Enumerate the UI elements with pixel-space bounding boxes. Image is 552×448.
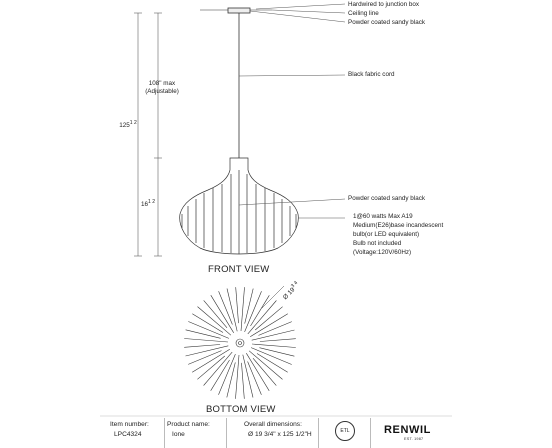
callout-bulb-spec-2: Medium(E26)base incandescent (353, 222, 444, 229)
cord-max-line2: (Adjustable) (145, 87, 179, 95)
rib-line (227, 362, 236, 397)
dimension-lines (134, 13, 162, 256)
callout-junction-box: Hardwired to junction box (348, 1, 420, 8)
callout-bulb-spec-3: bulb(or LED equivalent) (353, 231, 420, 238)
overall-height-whole: 125 (119, 122, 130, 130)
brand-logo: RENWIL (384, 424, 431, 436)
rib-line (249, 351, 282, 380)
rib-line (245, 291, 262, 332)
callout-bulb-spec-5: (Voltage:120V/60Hz) (353, 249, 412, 256)
etl-listed-icon: ETL (335, 421, 355, 441)
rib-line (252, 344, 296, 348)
callout-bulb-spec-4: Bulb not included (353, 240, 402, 247)
rib-line (255, 307, 282, 330)
shade (180, 158, 299, 254)
overall-height-fraction: 1 2 (129, 120, 137, 126)
overall-height-dimension (116, 120, 140, 130)
bottom-view-title: BOTTOM VIEW (206, 404, 276, 415)
overall-dimensions-value: Ø 19 3/4" x 125 1/2"H (248, 431, 312, 438)
leader-lines (239, 4, 345, 218)
rib-line (242, 363, 245, 399)
diameter-fraction: 3 4 (289, 280, 300, 290)
rib-line (236, 355, 240, 399)
rib-line (248, 301, 277, 334)
cord-max-line1: 108" max (148, 80, 176, 87)
rib-line (188, 322, 229, 339)
rib-line (198, 307, 231, 336)
callout-bulb-spec-1: 1@60 watts Max A19 (353, 213, 413, 220)
rib-line (245, 289, 254, 324)
title-block-divider-3 (318, 418, 319, 448)
brand-established: EST. 1987 (404, 437, 424, 441)
rib-line (241, 287, 245, 331)
shade-height-whole: 16 (141, 201, 149, 209)
front-view-title: FRONT VIEW (208, 264, 270, 275)
callout-shade-finish: Powder coated sandy black (348, 195, 426, 202)
item-number-label: Item number: (110, 421, 149, 428)
cord-max-dimension (140, 80, 184, 95)
title-block-divider-4 (370, 418, 371, 448)
title-block-divider-1 (164, 418, 165, 448)
product-name-label: Product name: (167, 421, 210, 428)
rib-line (184, 339, 228, 343)
callout-ceiling-line: Ceiling line (348, 10, 379, 17)
rib-line (259, 348, 294, 357)
rib-line (251, 348, 292, 365)
rib-line (236, 287, 239, 323)
rib-line (260, 339, 296, 342)
shade-height-fraction: 1 2 (148, 199, 155, 205)
callout-canopy-finish: Powder coated sandy black (348, 19, 426, 26)
overall-dimensions-label: Overall dimensions: (244, 421, 302, 428)
rib-line (204, 300, 227, 327)
item-number-value: LPC4324 (114, 431, 142, 438)
rib-line (184, 345, 220, 348)
rib-line (186, 330, 221, 339)
shade-height-dimension (138, 199, 158, 209)
rib-line (219, 354, 236, 395)
rib-line (253, 358, 276, 385)
rib-line (204, 352, 233, 385)
diameter-whole: Ø 19 (281, 286, 297, 302)
callout-cord: Black fabric cord (348, 71, 395, 78)
title-block-divider-2 (226, 418, 227, 448)
product-name-value: Ione (172, 431, 185, 438)
bottom-view-ribs (184, 287, 296, 399)
bottom-view (236, 339, 244, 347)
rib-line (197, 356, 224, 379)
